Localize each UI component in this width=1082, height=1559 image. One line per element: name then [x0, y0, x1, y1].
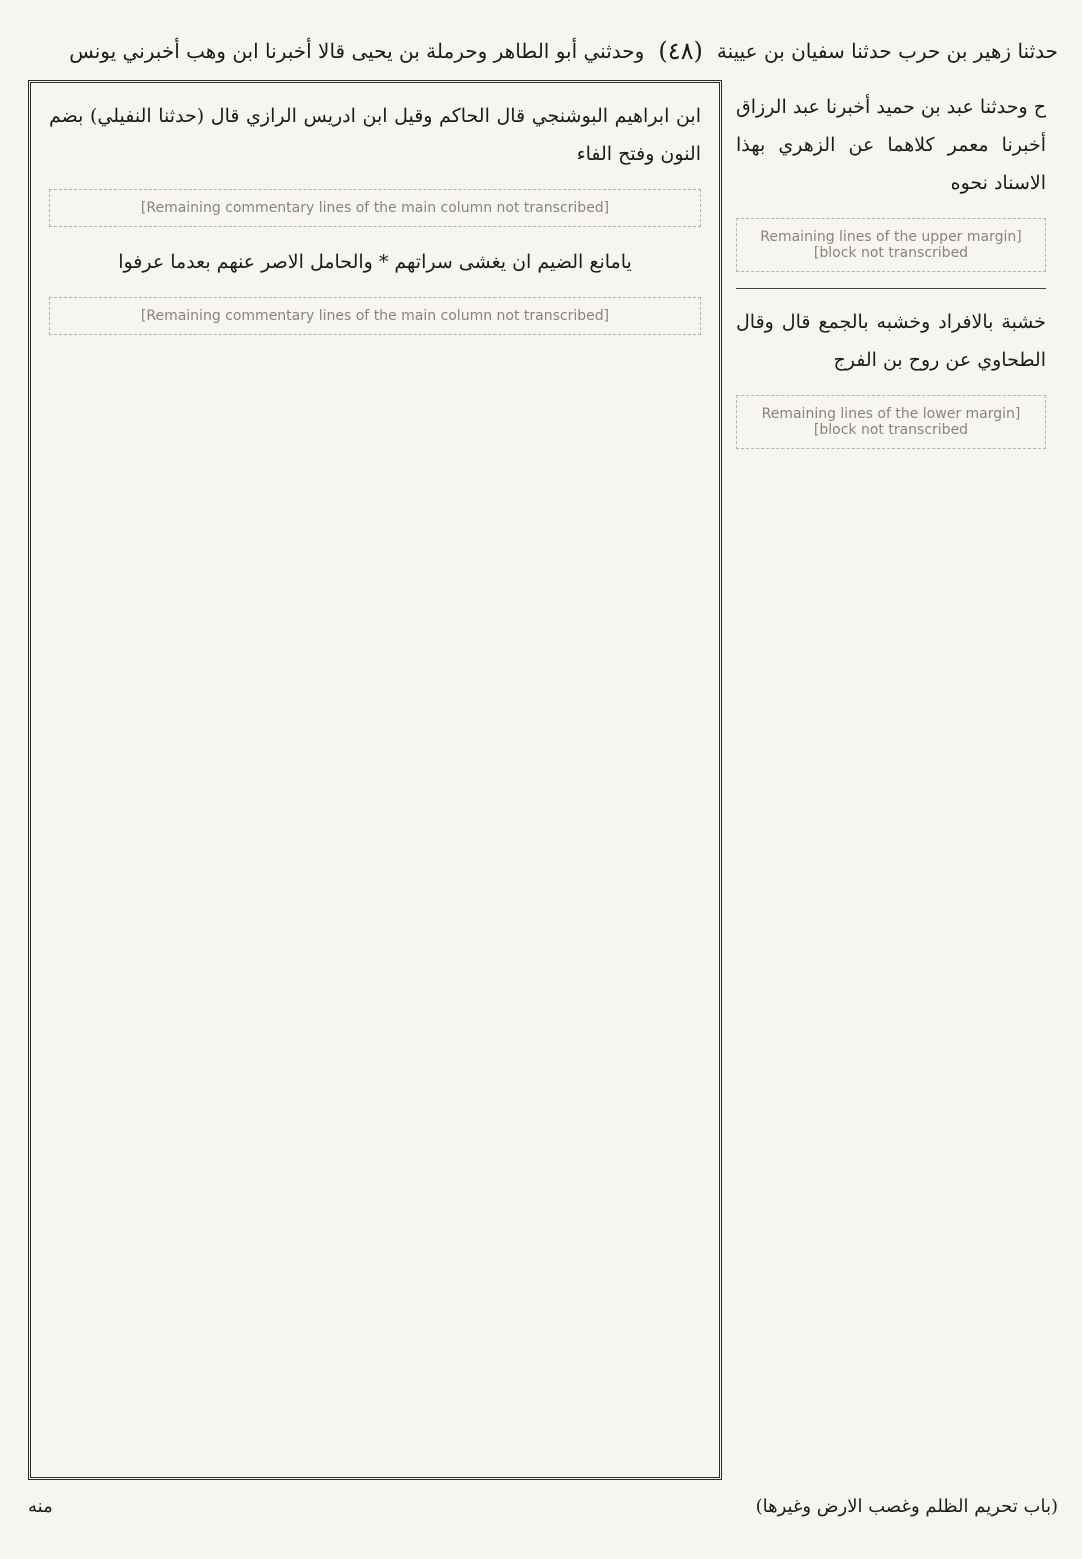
omitted-note: [Remaining lines of the lower margin block not transcribed]: [736, 395, 1046, 449]
page-number: (٤٨): [658, 37, 703, 65]
header-tail: وحدثني أبو الطاهر وحرملة بن يحيى قالا أخبرنا ابن وهب أخبرني يونس: [69, 39, 645, 63]
omitted-note: [Remaining commentary lines of the main column not transcribed]: [49, 189, 701, 227]
footer-mark: منه: [28, 1495, 53, 1517]
footer-note: (باب تحريم الظلم وغصب الارض وغيرها): [755, 1495, 1058, 1517]
page-header: [28, 28, 1058, 74]
commentary-intro: ابن ابراهيم البوشنجي قال الحاكم وقيل ابن ادريس الرازي قال (حدثنا النفيلي) بضم النون وفتح الفاء: [49, 105, 701, 165]
poetry-verse: يامانع الضيم ان يغشى سراتهم * والحامل الاصر عنهم بعدما عرفوا: [118, 251, 632, 273]
omitted-note: [Remaining lines of the upper margin block not transcribed]: [736, 218, 1046, 272]
margin-divider: [736, 288, 1046, 289]
header-lead: حدثنا زهير بن حرب حدثنا سفيان بن عيينة: [716, 39, 1058, 63]
commentary-box: [28, 80, 722, 1480]
margin-top-text: ح وحدثنا عبد بن حميد أخبرنا عبد الرزاق أخبرنا معمر كلاهما عن الزهري بهذا الاسناد نحوه: [736, 96, 1046, 194]
page-footer: [28, 1486, 1058, 1526]
omitted-note: [Remaining commentary lines of the main column not transcribed]: [49, 297, 701, 335]
margin-column: [732, 80, 1050, 1480]
margin-bottom-text: خشبة بالافراد وخشبه بالجمع قال وقال الطحاوي عن روح بن الفرج: [736, 311, 1046, 371]
